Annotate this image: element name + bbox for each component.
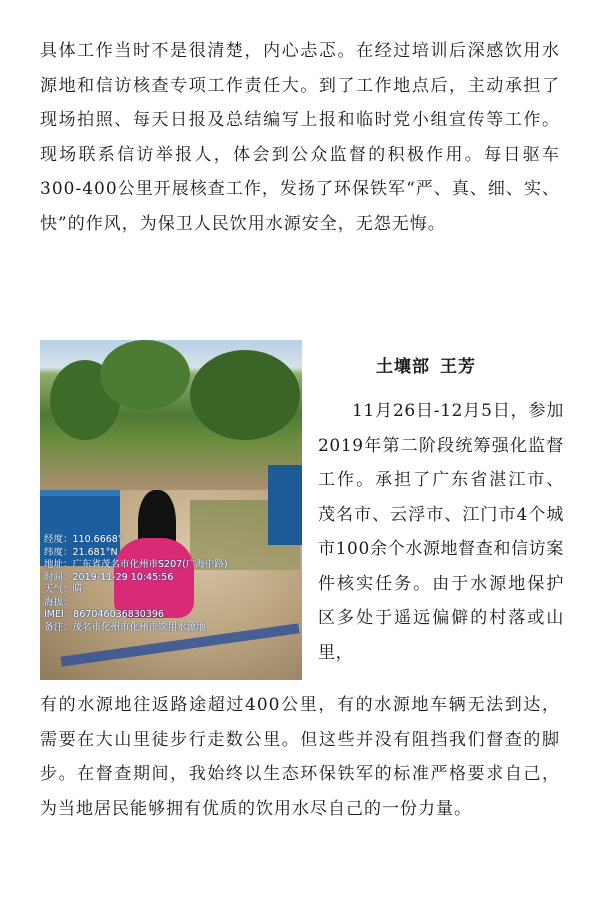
department-name: 土壤部: [376, 357, 430, 377]
author-name: 王芳: [440, 357, 476, 377]
section-heading: [376, 352, 476, 377]
paragraph-intro: 具体工作当时不是很清楚，内心忐忑。在经过培训后深感饮用水源地和信访核查专项工作责任大。到了工作地点后，主动承担了现场拍照、每天日报及总结编写上报和临时党小组宣传等工作。现场联系信访举报人，体会到公众监督的积极作用。每日驱车300-400公里开展核查工作，发扬了环保铁军“严、真、细、实、快”的作风，为保卫人民饮用水源安全，无怨无悔。: [40, 41, 560, 234]
paragraph-continued: 有的水源地往返路途超过400公里，有的水源地车辆无法到达，需要在大山里徒步行走数公里。但这些并没有阻挡我们督查的脚步。在督查期间，我始终以生态环保铁军的标准严格要求自己，为当地居民能够拥有优质的饮用水尽自己的一份力量。: [40, 695, 560, 819]
photo-watermark-caption: 经度：110.6668° 纬度：21.681°N 地址：广东省茂名市化州市S207(广海中路) 时间：2019-11-29 10:45:56 天气：晴 海拔： IMEI：867046036830396 备注：茂名市化州市化州市饮用水源地: [44, 534, 228, 633]
side-text: 11月26日-12月5日，参加2019年第二阶段统筹强化监督工作。承担了广东省湛江市、茂名市、云浮市、江门市4个城市100余个水源地督查和信访案件核实任务。由于水源地保护区多处于遥远偏僻的村落或山里，: [318, 401, 564, 663]
field-inspection-photo: [40, 340, 302, 680]
paragraph-side: [318, 394, 564, 670]
